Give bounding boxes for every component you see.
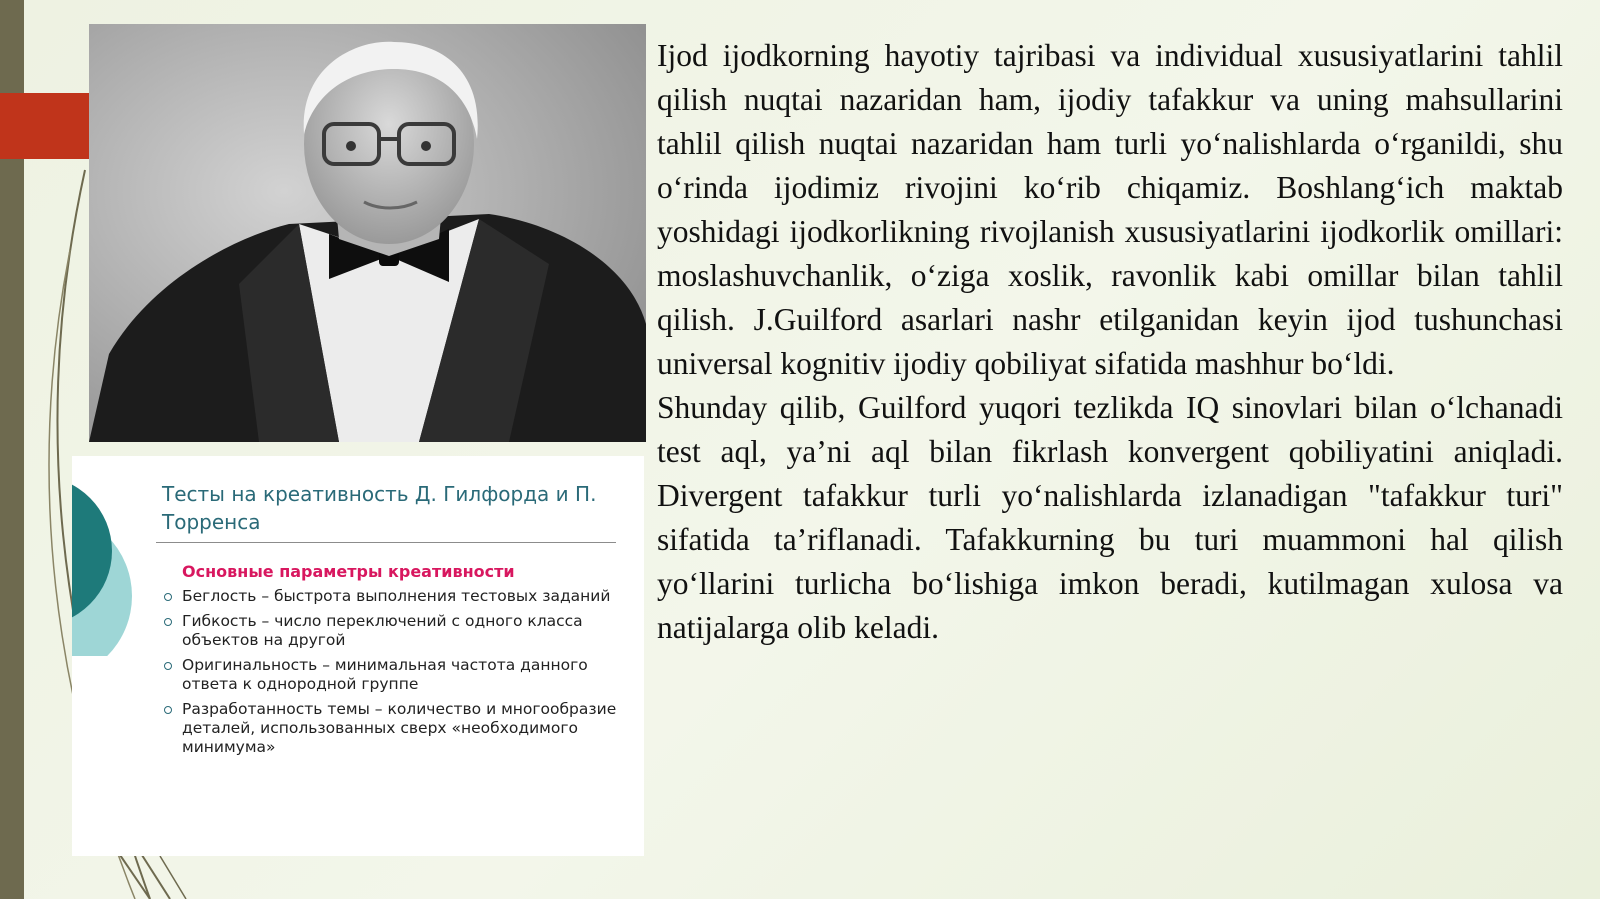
panel-divider [156,542,616,543]
list-item [160,700,640,757]
body-text [657,34,1563,650]
red-accent-block [0,93,89,159]
circle-bullet-icon [164,662,172,670]
creativity-tests-panel [72,456,644,856]
list-item [160,656,640,694]
panel-subtitle: Основные параметры креативности [182,562,515,581]
paragraph-2: Shunday qilib, Guilford yuqori tezlikda IQ sinovlari bilan o‘lchanadi test aql, ya’ni aql bilan fikrlash konvergent qobiliyatini aniqladi. Divergent tafakkur turli yo‘nalishlarda izlanadigan "tafakkur turi" sifatida ta’riflanadi. Tafakkurning bu turi muammoni hal qilish yo‘llarini turlicha bo‘lishiga imkon beradi, kutilmagan xulosa va natijalarga olib keladi. [657,390,1563,645]
list-item [160,587,640,606]
list-item-text: Разработанность темы – количество и многообразие деталей, использованных сверх «необходимого минимума» [182,700,617,756]
parameter-list [160,587,640,763]
circle-bullet-icon [164,593,172,601]
teal-circle-decoration [72,456,132,656]
circle-bullet-icon [164,706,172,714]
list-item-text: Оригинальность – минимальная частота данного ответа к однородной группе [182,656,588,693]
list-item [160,612,640,650]
circle-bullet-icon [164,618,172,626]
panel-title: Тесты на креативность Д. Гилфорда и П. Торренса [162,482,597,534]
list-item-text: Беглость – быстрота выполнения тестовых заданий [182,587,611,605]
list-item-text: Гибкость – число переключений с одного класса объектов на другой [182,612,583,649]
portrait-photo [89,24,646,442]
paragraph-1: Ijod ijodkorning hayotiy tajribasi va individual xususiyatlarini tahlil qilish nuqtai nazaridan ham, ijodiy tafakkur va uning mahsullarini tahlil qilish nuqtai nazaridan ham turli yo‘nalishlarda o‘rganildi, shu o‘rinda ijodimiz rivojini ko‘rib chiqamiz. Boshlang‘ich maktab yoshidagi ijodkorlikning rivojlanish xususiyatlarini ijodkorlik omillari: moslashuvchanlik, o‘ziga xoslik, ravonlik kabi omillar bilan tahlil qilish. J.Guilford asarlari nashr etilganidan keyin ijod tushunchasi universal kognitiv ijodiy qobiliyat sifatida mashhur bo‘ldi. [657,38,1563,381]
